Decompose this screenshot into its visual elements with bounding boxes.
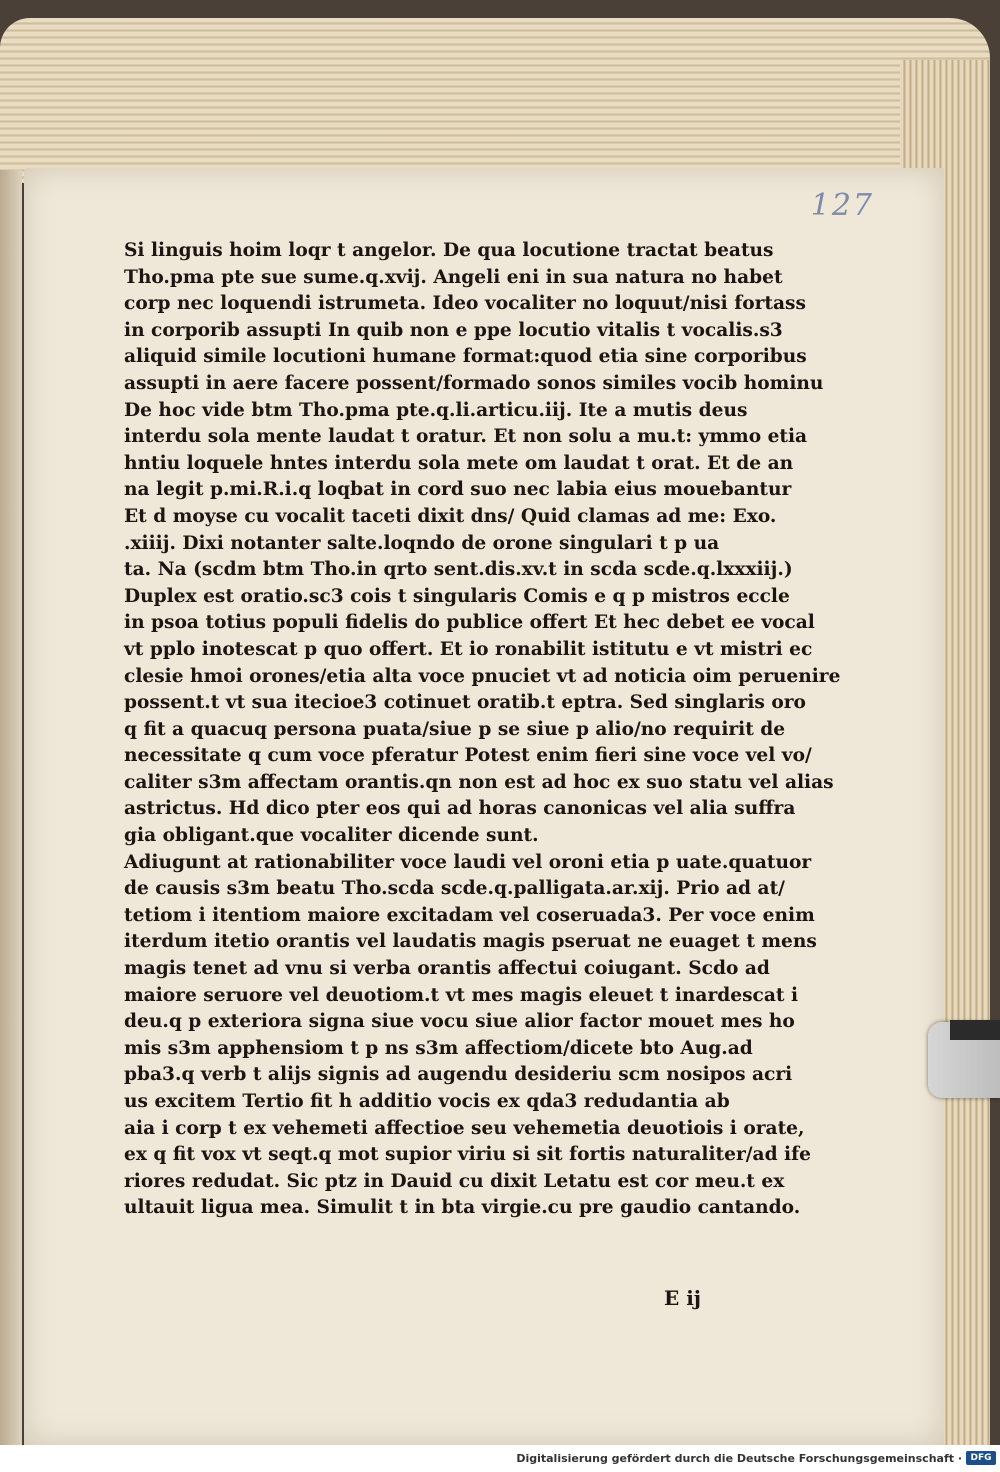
text-line: ex q fit vox vt seqt.q mot supior viriu si sit fortis naturaliter/ad ife [124,1144,811,1166]
text-line: astrictus. Hd dico pter eos qui ad horas canonicas vel alia suffra [124,798,796,820]
page-edges-top [0,18,990,183]
text-line: possent.t vt sua itecioe3 cotinuet oratib.t eptra. Sed singlaris oro [124,692,806,714]
text-line: de causis s3m beatu Tho.scda scde.q.palligata.ar.xij. Prio ad at/ [124,878,785,900]
text-line: aia i corp t ex vehemeti affectioe seu vehemetia deuotiois i orate, [124,1117,805,1139]
text-line: mis s3m apphensiom t p ns s3m affectiom/dicete bto Aug.ad [124,1037,753,1059]
text-line: vt pplo inotescat p quo offert. Et io ronabilit istitutu e vt mistri ec [124,638,813,660]
text-line: clesie hmoi orones/etia alta voce pnuciet vt ad noticia oim peruenire [124,665,841,687]
text-line: pba3.q verb t alijs signis ad augendu desideriu scm nosipos acri [124,1064,793,1086]
text-line: .xiiij. Dixi notanter salte.loqndo de orone singulari t p ua [124,532,720,554]
text-line: Duplex est oratio.sc3 cois t singularis Comis e q p mistros eccle [124,585,790,607]
footer-credit: Digitalisierung gefördert durch die Deutsche Forschungsgemeinschaft · [516,1452,962,1465]
text-line: assupti in aere facere possent/formado sonos similes vocib hominu [124,372,824,394]
text-line: corp nec loquendi istrumeta. Ideo vocaliter no loquut/nisi fortass [124,293,806,315]
page-text [124,238,841,1222]
text-line: tetiom i itentiom maiore excitadam vel coseruada3. Per voce enim [124,904,815,926]
text-line: necessitate q cum voce pferatur Potest enim fieri sine voce vel vo/ [124,745,812,767]
left-facing-page-edge [0,170,22,1445]
text-line: hntiu loquele hntes interdu sola mete om laudat t orat. Et de an [124,452,794,474]
text-line: ultauit ligua mea. Simulit t in bta virgie.cu pre gaudio cantando. [124,1197,801,1219]
clip-holder [950,1020,1000,1040]
text-line: q fit a quacuq persona puata/siue p se siue p alio/no requirit de [124,718,786,740]
text-line: Tho.pma pte sue sume.q.xvij. Angeli eni in sua natura no habet [124,266,783,288]
text-line: us excitem Tertio fit h additio vocis ex qda3 redudantia ab [124,1091,730,1112]
text-line: interdu sola mente laudat t oratur. Et non solu a mu.t: ymmo etia [124,426,808,448]
text-line: Adiugunt at rationabiliter voce laudi vel oroni etia p uate.quatuor [124,851,812,873]
text-line: riores redudat. Sic ptz in Dauid cu dixit Letatu est cor meu.t ex [124,1170,785,1192]
folio-number: 127 [810,188,874,223]
dfg-logo: DFG [966,1451,996,1465]
text-line: magis tenet ad vnu si verba orantis affectui coiugant. Scdo ad [124,958,770,980]
text-line: na legit p.mi.R.i.q loqbat in cord suo nec labia eius mouebantur [124,479,792,501]
signature-mark: E ij [664,1286,702,1310]
text-line: caliter s3m affectam orantis.qn non est ad hoc ex suo statu vel alias [124,771,834,793]
text-line: De hoc vide btm Tho.pma pte.q.li.articu.iij. Ite a mutis deus [124,399,748,421]
text-line: Si linguis hoim loqr t angelor. De qua locutione tractat beatus [124,240,774,261]
text-line: deu.q p exteriora signa siue vocu siue alior factor mouet mes ho [124,1011,795,1033]
text-line: Et d moyse cu vocalit taceti dixit dns/ Quid clamas ad me: Exo. [124,505,777,527]
text-line: in psoa totius populi fidelis do publice offert Et hec debet ee vocal [124,612,815,634]
text-line: maiore seruore vel deuotiom.t vt mes magis eleuet t inardescat i [124,984,799,1006]
book-page [24,168,944,1445]
text-line: gia obligant.que vocaliter dicende sunt. [124,825,539,847]
footer-bar [0,1445,1000,1472]
text-line: in corporib assupti In quib non e ppe locutio vitalis t vocalis.s3 [124,319,783,341]
text-line: iterdum itetio orantis vel laudatis magis pseruat ne euaget t mens [124,931,817,953]
text-line: ta. Na (scdm btm Tho.in qrto sent.dis.xv.t in scda scde.q.lxxxiij.) [124,559,793,581]
text-line: aliquid simile locutioni humane format:quod etia sine corporibus [124,346,807,368]
